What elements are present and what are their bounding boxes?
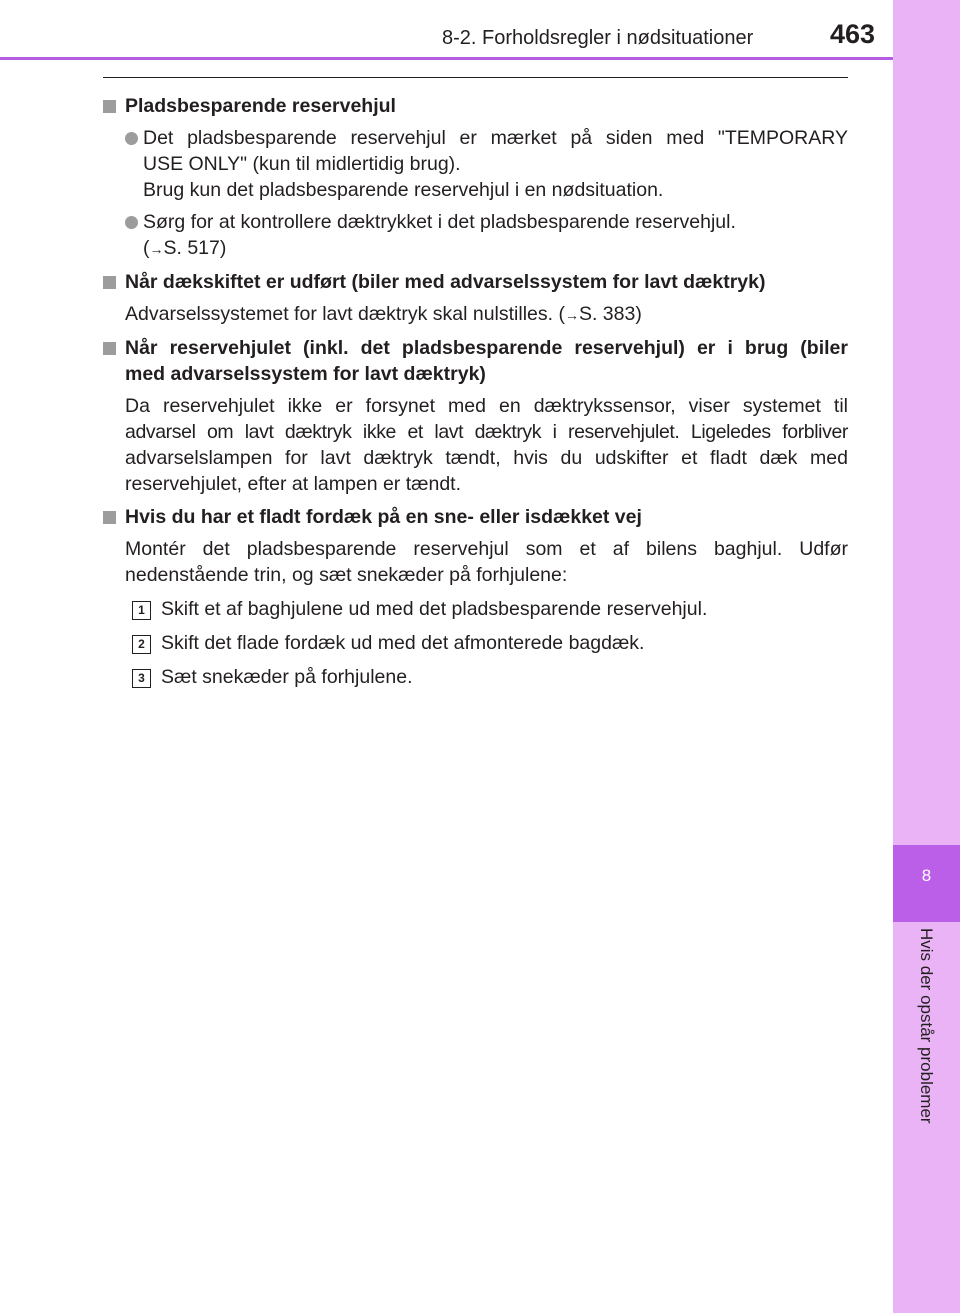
bullet-item <box>103 209 848 262</box>
paragraph <box>103 393 848 497</box>
section-title: 8-2. Forholdsregler i nødsituationer <box>442 27 754 49</box>
text-line: nedenstående trin, og sæt snekæder på forhjulene: <box>125 564 568 586</box>
arrow-icon: → <box>149 241 164 257</box>
page-reference-link[interactable]: S. 383) <box>578 303 642 325</box>
step-item <box>103 630 848 656</box>
side-tab-upper <box>893 0 960 845</box>
heading-spare-in-use <box>103 335 848 387</box>
step-item <box>103 664 848 690</box>
text-line: Det pladsbesparende reservehjul er mærket på siden med "TEMPORARY <box>143 127 848 149</box>
text-line: Advarselssystemet for lavt dæktryk skal nulstilles. ( <box>125 303 565 325</box>
text-line: USE ONLY" (kun til midlertidig brug). <box>143 153 461 175</box>
heading-flat-front-snow <box>103 504 848 530</box>
heading-text: Når dækskiftet er udført (biler med advarselssystem for lavt dæktryk) <box>125 271 766 293</box>
arrow-icon: → <box>564 307 579 323</box>
text-line: Sørg for at kontrollere dæktrykket i det pladsbesparende reservehjul. <box>143 211 736 233</box>
step-number-badge: 3 <box>132 669 151 688</box>
step-text: Sæt snekæder på forhjulene. <box>161 666 413 688</box>
text-line: reservehjulet, efter at lampen er tændt. <box>125 473 462 495</box>
step-text: Skift det flade fordæk ud med det afmonterede bagdæk. <box>161 632 645 654</box>
page-reference-link[interactable]: S. 517) <box>163 237 227 259</box>
paren: ( <box>143 237 150 259</box>
round-bullet-icon <box>125 132 138 145</box>
heading-text: Hvis du har et fladt fordæk på en sne- eller isdækket vej <box>125 506 642 528</box>
heading-text: Pladsbesparende reservehjul <box>125 95 396 117</box>
page-number: 463 <box>830 19 876 49</box>
paragraph <box>103 301 848 328</box>
round-bullet-icon <box>125 216 138 229</box>
page-content <box>103 86 848 690</box>
step-number-badge: 1 <box>132 601 151 620</box>
text-line: Brug kun det pladsbesparende reservehjul i en nødsituation. <box>143 179 664 201</box>
heading-tire-change-done <box>103 269 848 295</box>
square-bullet-icon <box>103 276 116 289</box>
reference-line <box>143 235 848 262</box>
square-bullet-icon <box>103 511 116 524</box>
text-line: Da reservehjulet ikke er forsynet med en dæktrykssensor, viser systemet til <box>125 395 848 417</box>
paragraph <box>103 536 848 588</box>
content-rule <box>103 77 848 78</box>
step-text: Skift et af baghjulene ud med det pladsbesparende reservehjul. <box>161 598 708 620</box>
text-line: Montér det pladsbesparende reservehjul som et af bilens baghjul. Udfør <box>125 538 848 560</box>
chapter-title: Hvis der opstår problemer <box>917 928 936 1124</box>
step-number-badge: 2 <box>132 635 151 654</box>
heading-space-saver-spare <box>103 93 848 119</box>
bullet-item <box>103 125 848 203</box>
text-line: advarselslampen for lavt dæktryk tændt, hvis du udskifter et fladt dæk med <box>125 447 848 469</box>
heading-text: med advarselssystem for lavt dæktryk) <box>125 363 486 385</box>
square-bullet-icon <box>103 100 116 113</box>
chapter-number: 8 <box>921 866 932 885</box>
header-rule <box>0 57 893 60</box>
square-bullet-icon <box>103 342 116 355</box>
heading-text: Når reservehjulet (inkl. det pladsbesparende reservehjul) er i brug (biler <box>125 337 848 359</box>
text-line: advarsel om lavt dæktryk ikke et lavt dæktryk i reservehjulet. Ligeledes forbliver <box>125 421 848 443</box>
step-item <box>103 596 848 622</box>
